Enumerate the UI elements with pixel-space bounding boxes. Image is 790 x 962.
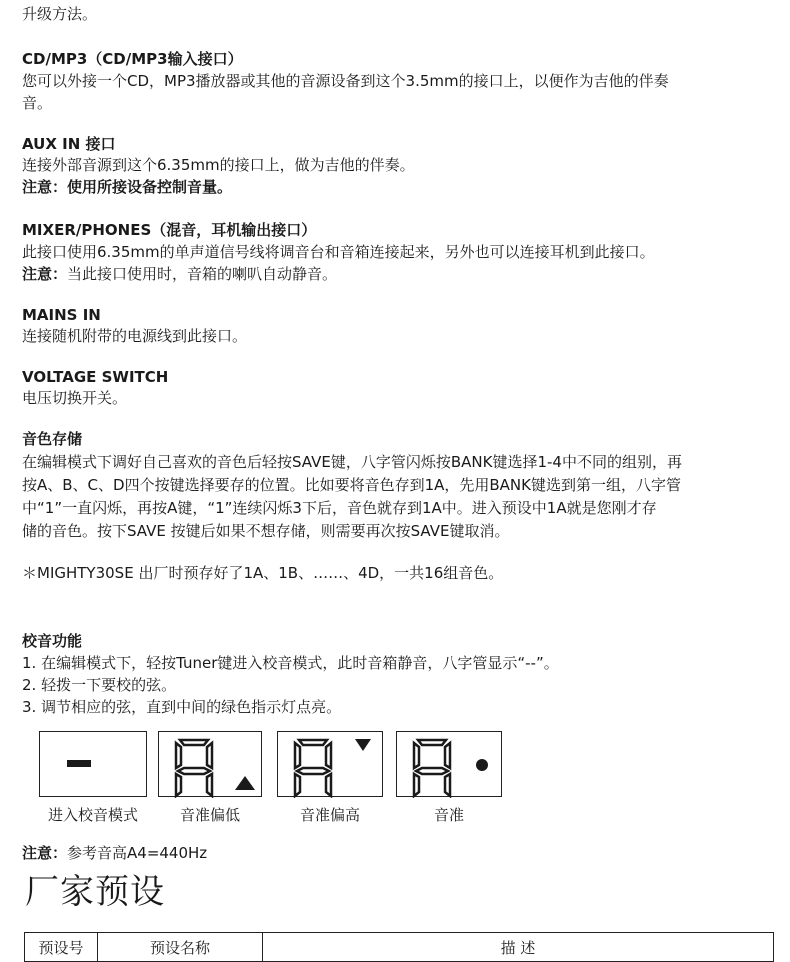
tuner-note-label: 注意： [22,844,68,862]
tuner-display-flat [158,731,262,797]
tuner-step-3: 3. 调节相应的弦，直到中间的绿色指示灯点亮。 [22,698,342,716]
header-description: 描 述 [263,933,774,962]
tuner-display-in-tune [396,731,502,797]
mixer-note-text: 当此接口使用时，音箱的喇叭自动静音。 [67,265,338,283]
tuner-step-1: 1. 在编辑模式下，轻按Tuner键进入校音模式，此时音箱静音，八字管显示“--”。 [22,654,559,672]
cd-section-title: CD/MP3（CD/MP3输入接口） [22,50,243,68]
mains-section-line: 连接随机附带的电源线到此接口。 [22,327,248,345]
tuner-display-sharp [277,731,383,797]
factory-preset-title: 厂家预设 [25,872,165,912]
tuner-note-text: 参考音高A4=440Hz [67,844,208,862]
dot-icon [476,759,488,771]
seven-seg-a-in-tune [397,732,503,798]
table-header-row [25,933,774,962]
aux-section-line: 连接外部音源到这个6.35mm的接口上，做为吉他的伴奏。 [22,156,415,174]
header-preset-number: 预设号 [25,933,98,962]
header-preset-name: 预设名称 [98,933,263,962]
aux-section-note: 注意：使用所接设备控制音量。 [22,178,233,196]
tuner-note [22,842,207,864]
caption-flat: 音准偏低 [179,806,240,824]
tuner-step-2: 2. 轻拨一下要校的弦。 [22,676,177,694]
tone-section-line-3: 中“1”一直闪烁，再按A键，“1”连续闪烁3下后，音色就存到1A中。进入预设中1A就是您刚才存 [22,499,657,517]
tone-section-footnote: ＊MIGHTY30SE 出厂时预存好了1A、1B、……、4D，一共16组音色。 [22,564,504,582]
tone-section-title: 音色存储 [22,430,83,448]
intro-tail-text: 升级方法。 [22,5,98,23]
voltage-section-title: VOLTAGE SWITCH [22,368,169,386]
tone-section-line-2: 按A、B、C、D四个按键选择要存的位置。比如要将音色存到1A，先用BANK键选到第一组，八字管 [22,476,681,494]
mixer-note-label: 注意： [22,265,68,283]
tone-section-line-4: 储的音色。按下SAVE 按键后如果不想存储，则需要再次按SAVE键取消。 [22,522,510,540]
up-triangle-icon [235,776,255,790]
caption-sharp: 音准偏高 [299,806,360,824]
mixer-section-line: 此接口使用6.35mm的单声道信号线将调音台和音箱连接起来，另外也可以连接耳机到此接口。 [22,243,655,261]
tuner-section-title: 校音功能 [22,632,83,650]
caption-in-tune: 音准 [433,806,464,824]
seven-seg-a-sharp [278,732,384,798]
tuner-display-enter-mode [39,731,147,797]
caption-enter-mode: 进入校音模式 [47,806,138,824]
aux-section-title: AUX IN 接口 [22,135,116,153]
mixer-section-note [22,263,337,285]
cd-section-line-2: 音。 [22,94,53,112]
mains-section-title: MAINS IN [22,306,101,324]
tone-section-line-1: 在编辑模式下调好自己喜欢的音色后轻按SAVE键，八字管闪烁按BANK键选择1-4中不同的组别，再 [22,453,682,471]
down-triangle-icon [355,739,371,751]
mixer-section-title: MIXER/PHONES（混音，耳机输出接口） [22,221,317,239]
seven-seg-a-flat [159,732,263,798]
preset-table [24,932,774,962]
dash-segment [67,760,91,767]
cd-section-line-1: 您可以外接一个CD，MP3播放器或其他的音源设备到这个3.5mm的接口上，以便作为吉他的伴奏 [22,72,669,90]
voltage-section-line: 电压切换开关。 [22,389,128,407]
